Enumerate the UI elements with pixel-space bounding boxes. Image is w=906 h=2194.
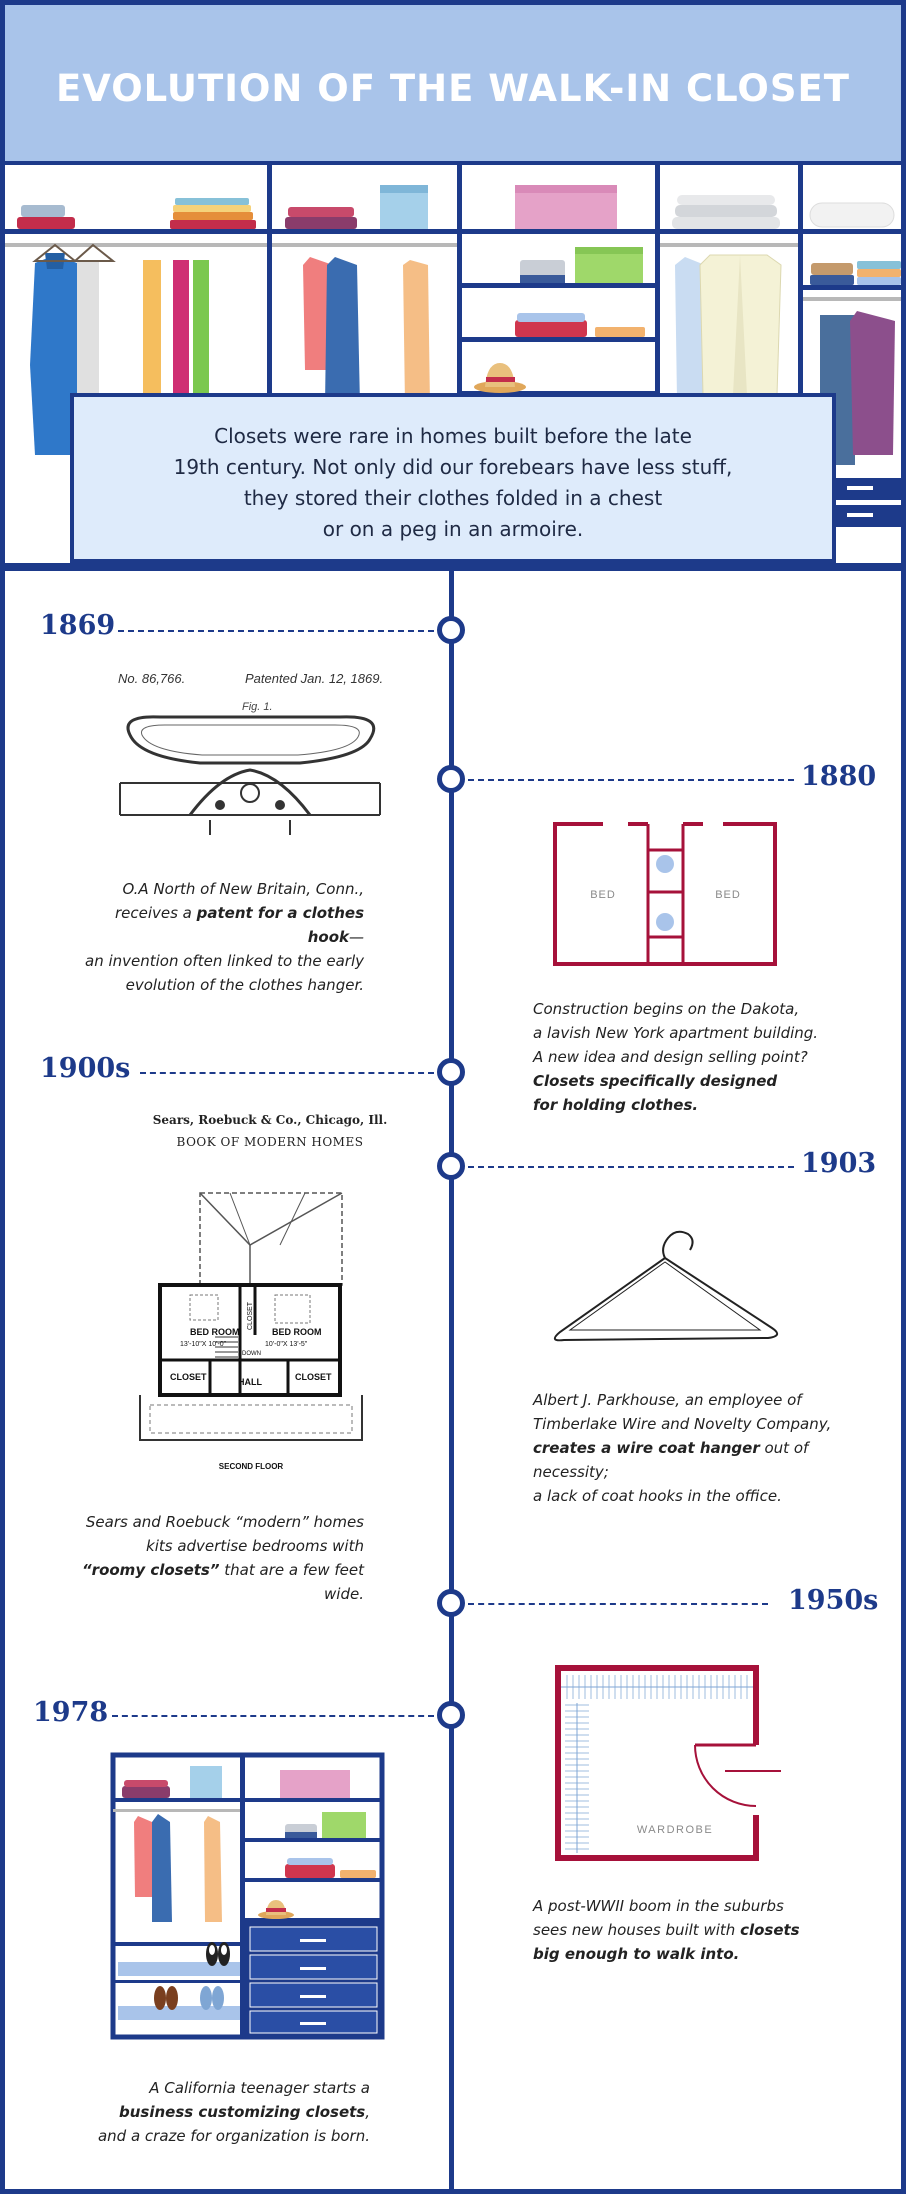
plan-label: CLOSET [170,1372,207,1382]
desc-line [70,901,364,949]
header-banner [5,5,901,165]
description-1900s [60,1510,364,1606]
intro-line: or on a peg in an armoire. [322,517,584,541]
dakota-floorplan [553,822,777,967]
plan-label: DOWN [242,1351,261,1357]
timeline-connector [112,1715,434,1717]
desc-highlight: creates a wire coat hanger [533,1439,760,1457]
timeline-node [437,1058,465,1086]
desc-line: O.A North of New Britain, Conn., [122,880,364,898]
intro-text [94,421,812,545]
timeline-top-border [5,563,901,571]
intro-box [70,393,836,563]
plan-label: BED ROOM [190,1327,240,1337]
timeline-connector [118,630,434,632]
desc-line: A new idea and design selling point? [533,1048,808,1066]
desc-text: sees new houses built with [533,1921,741,1939]
page-title: EVOLUTION OF THE WALK-IN CLOSET [55,67,851,110]
desc-line: an invention often linked to the early [85,952,364,970]
desc-line: Construction begins on the Dakota, [533,1000,800,1018]
intro-line: 19th century. Not only did our forebears have less stuff, [173,455,733,479]
timeline-node [437,616,465,644]
walk-in-wardrobe-plan [555,1665,785,1865]
desc-line: and a craze for organization is born. [97,2127,370,2145]
desc-line [533,1436,873,1484]
plan-label: SECOND FLOOR [218,1462,284,1471]
desc-line: Sears and Roebuck “modern” homes [85,1513,364,1531]
plan-label: CLOSET [247,1301,254,1330]
desc-highlight: for holding clothes. [533,1096,699,1114]
description-1869 [70,877,364,997]
timeline-spine [449,571,454,2194]
plan-label: 13'-10"X 10'-0" [180,1341,227,1348]
sears-publisher: Sears, Roebuck & Co., Chicago, Ill. [152,1113,388,1127]
timeline-node [437,1701,465,1729]
timeline-connector [468,1603,768,1605]
desc-text: receives a [114,904,197,922]
year-1903: 1903 [801,1148,877,1179]
timeline-node [437,1589,465,1617]
desc-line [60,1558,364,1606]
timeline-connector [468,779,794,781]
timeline-connector [140,1072,434,1074]
desc-line: A California teenager starts a [149,2079,370,2097]
desc-text: , [365,2103,370,2121]
timeline-node [437,765,465,793]
bed-label: BED [590,889,616,901]
wardrobe-label: WARDROBE [636,1824,714,1836]
year-1869: 1869 [40,610,116,641]
desc-highlight: closets [740,1921,800,1939]
desc-line [533,1069,863,1093]
desc-highlight: business customizing closets [119,2103,366,2121]
year-1950s: 1950s [788,1585,879,1616]
year-1978: 1978 [33,1697,109,1728]
desc-highlight: “roomy closets” [82,1561,220,1579]
clothes-hook-patent-drawing [100,665,400,855]
plan-label: CLOSET [295,1372,332,1382]
desc-line [533,1942,863,1966]
desc-text: out of necessity; [533,1439,809,1481]
description-1903 [533,1388,873,1508]
plan-label: HALL [238,1377,262,1387]
desc-highlight: big enough to walk into. [533,1945,740,1963]
desc-line: A post-WWII boom in the suburbs [533,1897,784,1915]
patent-date: Patented Jan. 12, 1869. [245,671,384,686]
patent-fig-label: Fig. 1. [242,701,273,713]
desc-line: Timberlake Wire and Novelty Company, [533,1415,832,1433]
intro-line: Closets were rare in homes built before the late [214,424,692,448]
sears-book-title: BOOK OF MODERN HOMES [176,1135,364,1149]
timeline-node [437,1152,465,1180]
description-1950s [533,1894,863,1966]
plan-label: BED ROOM [272,1327,322,1337]
desc-line: a lack of coat hooks in the office. [533,1487,782,1505]
desc-line: evolution of the clothes hanger. [125,976,364,994]
desc-text: — [349,928,364,946]
desc-line: Albert J. Parkhouse, an employee of [533,1391,802,1409]
plan-label: 10'-0"X 13'-5" [265,1341,308,1348]
description-1880 [533,997,863,1117]
desc-line: a lavish New York apartment building. [533,1024,819,1042]
desc-highlight: patent for a clothes hook [196,904,364,946]
desc-line: kits advertise bedrooms with [146,1537,364,1555]
timeline-connector [468,1166,794,1168]
year-1900s: 1900s [40,1053,131,1084]
desc-highlight: Closets specifically designed [533,1072,778,1090]
intro-line: they stored their clothes folded in a chest [243,486,663,510]
desc-line [533,1918,863,1942]
patent-number: No. 86,766. [118,671,186,686]
wire-hanger-drawing [540,1220,790,1345]
custom-closet-illustration [110,1752,385,2040]
desc-line [533,1093,863,1117]
bed-label: BED [715,889,741,901]
desc-line [70,2100,370,2124]
year-1880: 1880 [801,761,877,792]
sears-floorplan [130,1185,370,1475]
desc-text: that are a few feet wide. [219,1561,364,1603]
description-1978 [70,2076,370,2148]
